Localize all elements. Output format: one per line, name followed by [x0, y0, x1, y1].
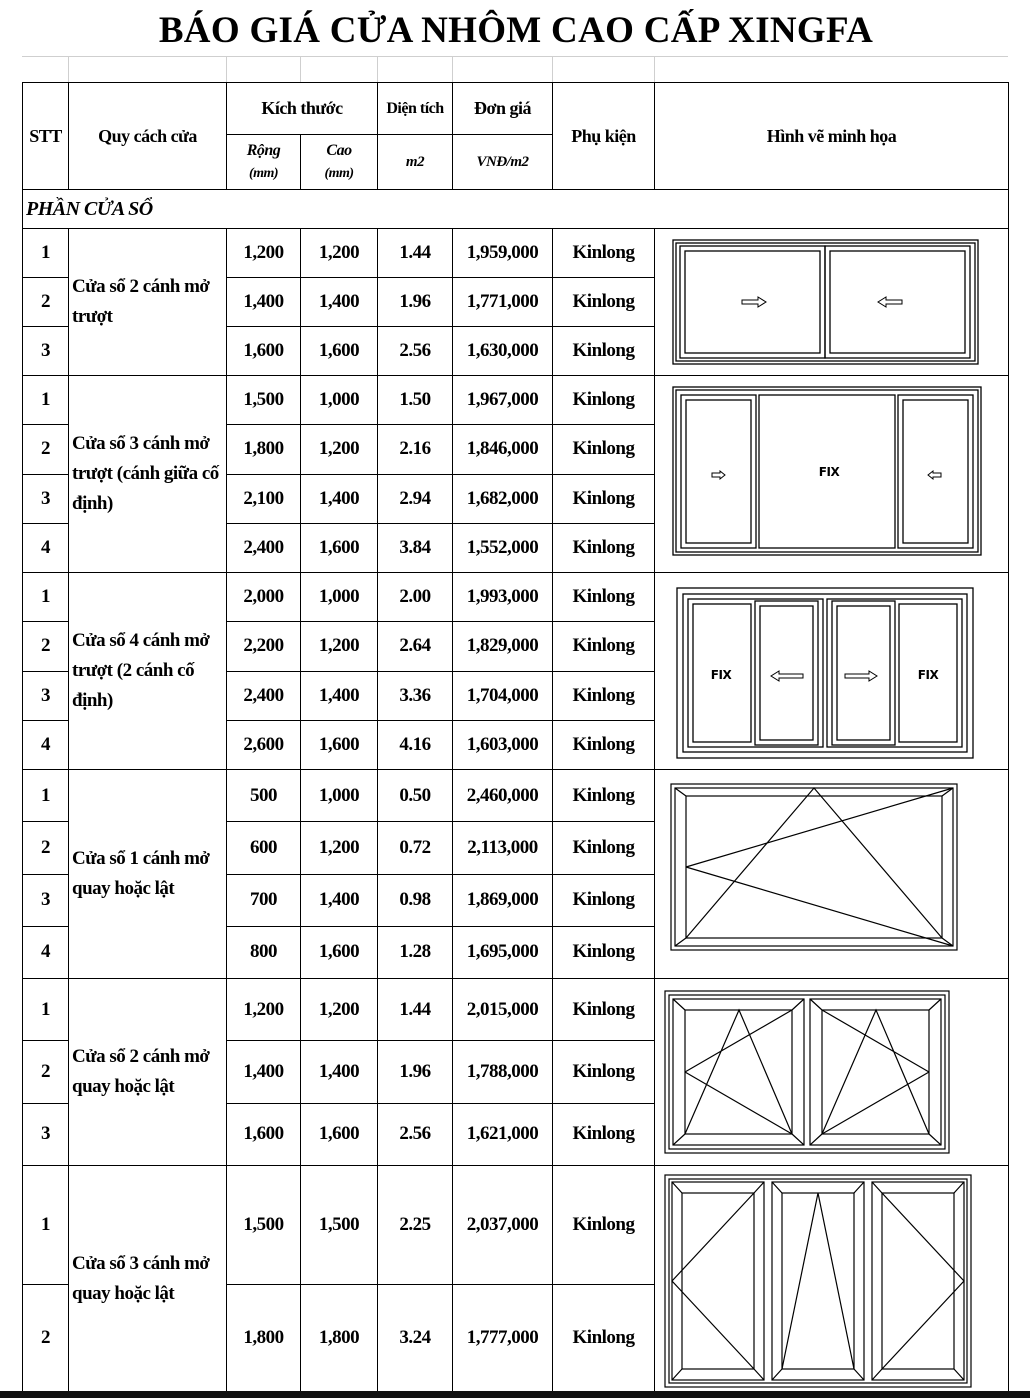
grid-line [552, 57, 553, 83]
arrow-left-icon [928, 471, 941, 479]
width-unit: (mm) [248, 165, 279, 181]
col-header-stt: STT [23, 83, 69, 190]
col-header-illustration: Hình vẽ minh họa [655, 83, 1009, 190]
fix-label: FIX [818, 465, 840, 479]
arrow-left-icon [771, 671, 803, 681]
cell-accessory: Kinlong [553, 229, 655, 278]
cell-height: 1,600 [301, 1103, 378, 1165]
window-3-sash-sliding-drawing [655, 376, 1009, 572]
cell-area: 1.44 [378, 229, 453, 278]
cell-price: 1,552,000 [453, 523, 553, 572]
cell-height: 1,800 [301, 1284, 378, 1392]
grid-line [654, 57, 655, 83]
window-1-sash-casement-drawing [655, 770, 1009, 978]
cell-stt: 3 [23, 874, 69, 926]
cell-height: 1,600 [301, 327, 378, 376]
cell-height: 1,500 [301, 1166, 378, 1285]
illustration-cell [655, 979, 1009, 1166]
cell-price: 2,113,000 [453, 822, 553, 874]
cell-accessory: Kinlong [553, 523, 655, 572]
width-label: Rộng [246, 141, 281, 159]
cell-height: 1,200 [301, 229, 378, 278]
cell-width: 1,200 [227, 229, 301, 278]
illustration-cell [655, 573, 1009, 770]
cell-accessory: Kinlong [553, 1103, 655, 1165]
cell-accessory: Kinlong [553, 1284, 655, 1392]
cell-stt: 4 [23, 720, 69, 769]
cell-width: 1,500 [227, 376, 301, 425]
cell-stt: 3 [23, 327, 69, 376]
col-header-price: Đơn giá [453, 83, 553, 135]
col-header-height [301, 135, 378, 190]
cell-width: 2,200 [227, 622, 301, 671]
cell-stt: 3 [23, 474, 69, 523]
cell-stt: 1 [23, 573, 69, 622]
fix-label-left: FIX [710, 668, 732, 682]
page-title: BÁO GIÁ CỬA NHÔM CAO CẤP XINGFA [158, 10, 874, 51]
cell-price: 1,621,000 [453, 1103, 553, 1165]
window-4-sash-sliding-drawing [655, 573, 1009, 769]
cell-accessory: Kinlong [553, 720, 655, 769]
height-label: Cao [326, 141, 352, 159]
section-title: PHẦN CỬA SỔ [23, 190, 1009, 229]
cell-height: 1,000 [301, 770, 378, 822]
cell-stt: 4 [23, 523, 69, 572]
cell-price: 1,959,000 [453, 229, 553, 278]
cell-area: 1.96 [378, 1041, 453, 1103]
cell-area: 2.56 [378, 1103, 453, 1165]
cell-width: 1,800 [227, 1284, 301, 1392]
col-header-area-unit: m2 [378, 135, 453, 190]
illustration-cell [655, 1166, 1009, 1393]
cell-area: 0.72 [378, 822, 453, 874]
cell-price: 1,829,000 [453, 622, 553, 671]
cell-width: 1,600 [227, 327, 301, 376]
cell-height: 1,600 [301, 926, 378, 978]
cell-area: 0.98 [378, 874, 453, 926]
cell-accessory: Kinlong [553, 874, 655, 926]
window-3-sash-casement-drawing [655, 1166, 1009, 1392]
col-header-accessory: Phụ kiện [553, 83, 655, 190]
cell-height: 1,400 [301, 671, 378, 720]
cell-price: 1,704,000 [453, 671, 553, 720]
cell-accessory: Kinlong [553, 926, 655, 978]
cell-price: 1,682,000 [453, 474, 553, 523]
cell-area: 1.28 [378, 926, 453, 978]
illustration-cell [655, 770, 1009, 979]
illustration-cell [655, 229, 1009, 376]
bottom-border [0, 1391, 1030, 1398]
window-2-sash-casement-drawing [655, 979, 1009, 1165]
grid-line [68, 57, 69, 83]
cell-accessory: Kinlong [553, 425, 655, 474]
cell-height: 1,600 [301, 523, 378, 572]
cell-accessory: Kinlong [553, 1166, 655, 1285]
cell-price: 1,603,000 [453, 720, 553, 769]
cell-height: 1,600 [301, 720, 378, 769]
cell-area: 0.50 [378, 770, 453, 822]
cell-area: 2.25 [378, 1166, 453, 1285]
col-header-spec: Quy cách cửa [69, 83, 227, 190]
cell-price: 2,037,000 [453, 1166, 553, 1285]
cell-width: 2,600 [227, 720, 301, 769]
cell-width: 1,200 [227, 979, 301, 1041]
cell-width: 500 [227, 770, 301, 822]
cell-height: 1,400 [301, 278, 378, 327]
cell-stt: 2 [23, 822, 69, 874]
cell-price: 1,788,000 [453, 1041, 553, 1103]
cell-accessory: Kinlong [553, 822, 655, 874]
cell-area: 4.16 [378, 720, 453, 769]
arrow-right-icon [712, 471, 725, 479]
price-table [22, 82, 1009, 1393]
cell-spec: Cửa sổ 3 cánh mở trượt (cánh giữa cố định) [69, 376, 227, 573]
arrow-right-icon [845, 671, 877, 681]
cell-price: 1,967,000 [453, 376, 553, 425]
illustration-cell [655, 376, 1009, 573]
col-header-area: Diện tích [378, 83, 453, 135]
cell-accessory: Kinlong [553, 278, 655, 327]
height-unit: (mm) [324, 165, 354, 181]
cell-width: 700 [227, 874, 301, 926]
cell-spec: Cửa sổ 4 cánh mở trượt (2 cánh cố định) [69, 573, 227, 770]
cell-stt: 3 [23, 671, 69, 720]
cell-stt: 1 [23, 229, 69, 278]
cell-width: 1,500 [227, 1166, 301, 1285]
cell-width: 1,400 [227, 278, 301, 327]
grid-line [226, 57, 227, 83]
cell-stt: 3 [23, 1103, 69, 1165]
cell-stt: 2 [23, 278, 69, 327]
grid-line [377, 57, 378, 83]
cell-area: 3.84 [378, 523, 453, 572]
cell-height: 1,200 [301, 979, 378, 1041]
col-header-price-unit: VNĐ/m2 [453, 135, 553, 190]
cell-width: 600 [227, 822, 301, 874]
cell-stt: 2 [23, 425, 69, 474]
cell-height: 1,200 [301, 822, 378, 874]
cell-accessory: Kinlong [553, 573, 655, 622]
cell-area: 2.56 [378, 327, 453, 376]
col-header-size: Kích thước [227, 83, 378, 135]
cell-accessory: Kinlong [553, 671, 655, 720]
empty-grid-row [22, 56, 1008, 83]
cell-accessory: Kinlong [553, 979, 655, 1041]
cell-stt: 1 [23, 376, 69, 425]
cell-spec: Cửa sổ 2 cánh mở quay hoặc lật [69, 979, 227, 1166]
cell-accessory: Kinlong [553, 376, 655, 425]
cell-spec: Cửa sổ 2 cánh mở trượt [69, 229, 227, 376]
cell-area: 2.64 [378, 622, 453, 671]
cell-area: 3.24 [378, 1284, 453, 1392]
cell-stt: 2 [23, 1284, 69, 1392]
cell-height: 1,000 [301, 573, 378, 622]
cell-width: 800 [227, 926, 301, 978]
cell-price: 1,869,000 [453, 874, 553, 926]
cell-accessory: Kinlong [553, 770, 655, 822]
cell-height: 1,400 [301, 1041, 378, 1103]
cell-area: 2.16 [378, 425, 453, 474]
arrow-right-icon [742, 297, 766, 307]
cell-area: 1.96 [378, 278, 453, 327]
cell-stt: 2 [23, 622, 69, 671]
grid-line [452, 57, 453, 83]
cell-price: 2,015,000 [453, 979, 553, 1041]
cell-width: 2,000 [227, 573, 301, 622]
cell-stt: 1 [23, 979, 69, 1041]
cell-price: 1,846,000 [453, 425, 553, 474]
cell-stt: 4 [23, 926, 69, 978]
cell-width: 1,400 [227, 1041, 301, 1103]
cell-area: 1.50 [378, 376, 453, 425]
cell-price: 1,777,000 [453, 1284, 553, 1392]
cell-area: 3.36 [378, 671, 453, 720]
cell-price: 1,771,000 [453, 278, 553, 327]
cell-price: 1,630,000 [453, 327, 553, 376]
cell-width: 2,100 [227, 474, 301, 523]
cell-height: 1,000 [301, 376, 378, 425]
cell-stt: 1 [23, 770, 69, 822]
cell-height: 1,200 [301, 622, 378, 671]
cell-spec: Cửa sổ 1 cánh mở quay hoặc lật [69, 770, 227, 979]
cell-width: 2,400 [227, 523, 301, 572]
cell-area: 2.94 [378, 474, 453, 523]
cell-width: 1,600 [227, 1103, 301, 1165]
cell-accessory: Kinlong [553, 1041, 655, 1103]
cell-width: 1,800 [227, 425, 301, 474]
cell-height: 1,400 [301, 474, 378, 523]
cell-area: 1.44 [378, 979, 453, 1041]
arrow-left-icon [878, 297, 902, 307]
cell-height: 1,200 [301, 425, 378, 474]
cell-width: 2,400 [227, 671, 301, 720]
cell-spec: Cửa sổ 3 cánh mở quay hoặc lật [69, 1166, 227, 1393]
fix-label-right: FIX [917, 668, 939, 682]
cell-area: 2.00 [378, 573, 453, 622]
grid-line [300, 57, 301, 83]
cell-height: 1,400 [301, 874, 378, 926]
cell-stt: 1 [23, 1166, 69, 1285]
col-header-width [227, 135, 301, 190]
cell-accessory: Kinlong [553, 327, 655, 376]
cell-stt: 2 [23, 1041, 69, 1103]
window-2-sash-sliding-drawing [655, 229, 1009, 375]
cell-price: 1,695,000 [453, 926, 553, 978]
cell-accessory: Kinlong [553, 474, 655, 523]
cell-accessory: Kinlong [553, 622, 655, 671]
cell-price: 2,460,000 [453, 770, 553, 822]
cell-price: 1,993,000 [453, 573, 553, 622]
